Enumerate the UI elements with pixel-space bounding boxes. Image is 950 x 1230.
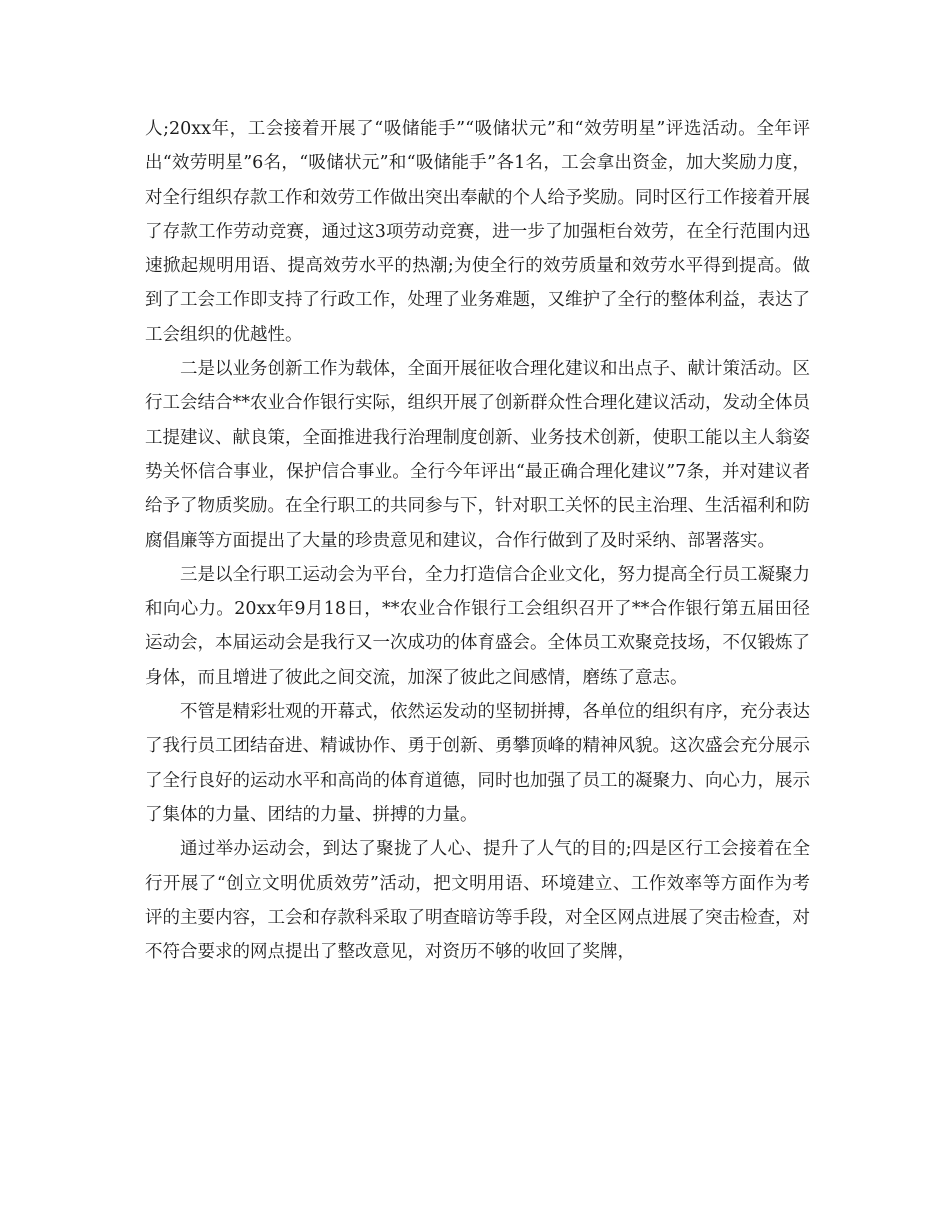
- paragraph-opening-ceremony: 不管是精彩壮观的开幕式，依然运发动的坚韧拼搏，各单位的组织有序，充分表达了我行员工团结奋进、精诚协作、勇于创新、勇攀顶峰的精神风貌。这次盛会充分展示了全行良好的运动水平和高尚的体育道德，同时也加强了员工的凝聚力、向心力，展示了集体的力量、团结的力量、拼搏的力量。: [145, 702, 810, 825]
- paragraph-business-innovation: 二是以业务创新工作为载体，全面开展征收合理化建议和出点子、献计策活动。区行工会结合**农业合作银行实际，组织开展了创新群众性合理化建议活动，发动全体员工提建议、献良策，全面推进我行治理制度创新、业务技术创新，使职工能以主人翁姿势关怀信合事业，保护信合事业。全行今年评出“最正确合理化建议”7条，并对建议者给予了物质奖励。在全行职工的共同参与下，针对职工关怀的民主治理、生活福利和防腐倡廉等方面提出了大量的珍贵意见和建议，合作行做到了及时采纳、部署落实。: [145, 359, 810, 551]
- paragraph-sports-meeting: 三是以全行职工运动会为平台，全力打造信合企业文化，努力提高全行员工凝聚力和向心力。20xx年9月18日，**农业合作银行工会组织召开了**合作银行第五届田径运动会，本届运动会是我行又一次成功的体育盛会。全体员工欢聚竞技场，不仅锻炼了身体，而且增进了彼此之间交流，加深了彼此之间感情，磨练了意志。: [145, 564, 810, 688]
- document-body: [145, 112, 810, 969]
- paragraph-continuation: 人;20xx年，工会接着开展了“吸储能手”“吸储状元”和“效劳明星”评选活动。全年评出“效劳明星”6名，“吸储状元”和“吸储能手”各1名，工会拿出资金，加大奖励力度，对全行组织存款工作和效劳工作做出突出奉献的个人给予奖励。同时区行工作接着开展了存款工作劳动竞赛，通过这3项劳动竞赛，进一步了加强柜台效劳，在全行范围内迅速掀起规明用语、提高效劳水平的热潮;为使全行的效劳质量和效劳水平得到提高。做到了工会工作即支持了行政工作，处理了业务难题，又维护了全行的整体利益，表达了工会组织的优越性。: [145, 119, 810, 345]
- paragraph-civilized-service: 通过举办运动会，到达了聚拢了人心、提升了人气的目的;四是区行工会接着在全行开展了“创立文明优质效劳”活动，把文明用语、环境建立、工作效率等方面作为考评的主要内容，工会和存款科采取了明查暗访等手段，对全区网点进展了突击检查，对不符合要求的网点提出了整改意见，对资历不够的收回了奖牌，: [145, 839, 810, 963]
